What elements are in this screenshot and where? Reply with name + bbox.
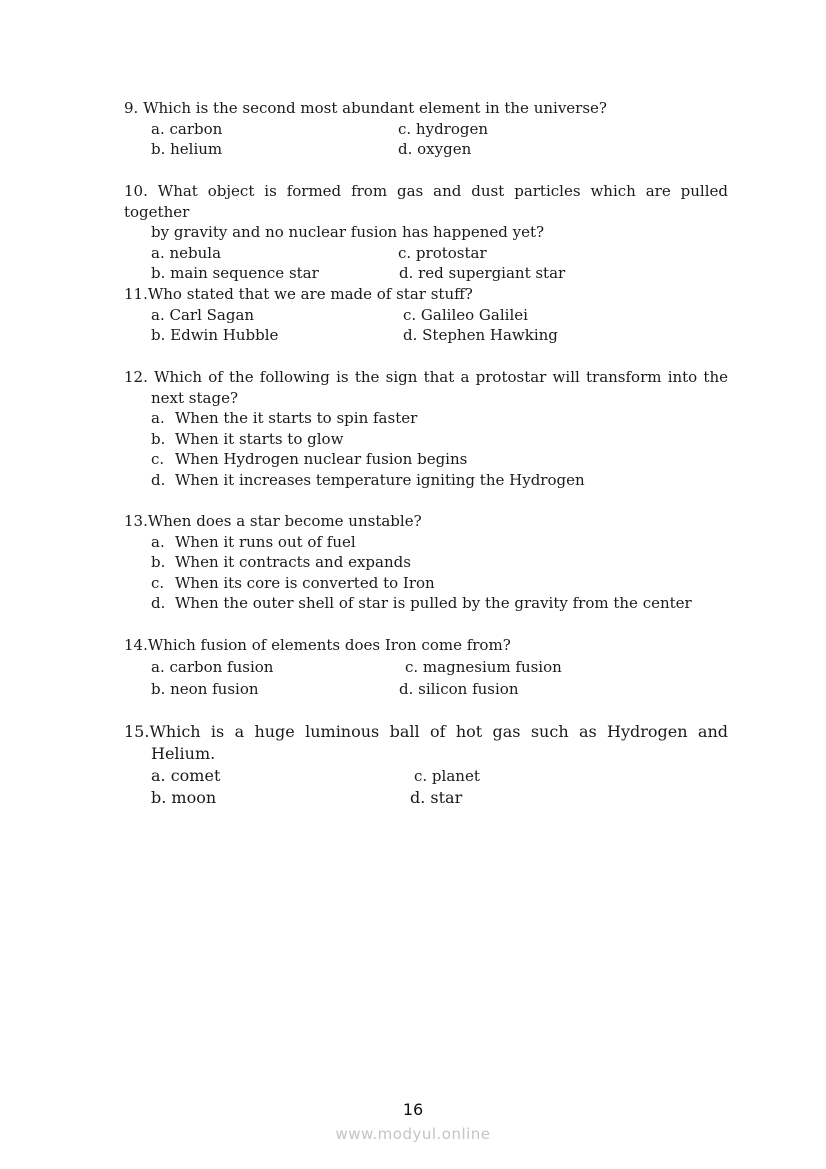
option-c: c. Galileo Galilei <box>403 305 528 324</box>
question-10 <box>124 181 728 284</box>
option-text: When it starts to glow <box>175 429 344 448</box>
option-row <box>124 429 728 450</box>
option-text: When its core is converted to Iron <box>175 573 435 592</box>
option-c: c. planet <box>414 767 480 785</box>
option-text: When the outer shell of star is pulled by the gravity from the center <box>175 594 692 613</box>
option-row <box>124 470 728 491</box>
option-c: c. hydrogen <box>398 119 489 138</box>
option-text: When it runs out of fuel <box>175 532 356 551</box>
watermark: www.modyul.online <box>335 1125 491 1143</box>
option-b: b. helium <box>151 140 223 159</box>
question-stem: 11.Who stated that we are made of star stuff? <box>124 285 473 303</box>
option-letter: d. <box>151 594 166 613</box>
option-row <box>124 552 728 573</box>
option-row <box>124 408 728 429</box>
option-letter: b. <box>151 553 166 572</box>
question-stem: 9. Which is the second most abundant element in the universe? <box>124 99 607 117</box>
question-15 <box>124 721 728 809</box>
option-text: When it contracts and expands <box>175 553 411 572</box>
option-row <box>124 678 728 700</box>
option-a: a. nebula <box>151 243 222 262</box>
option-d: d. oxygen <box>398 140 472 159</box>
option-c: c. protostar <box>398 243 487 262</box>
question-13 <box>124 511 728 614</box>
option-letter: b. <box>151 429 166 448</box>
question-stem: 15.Which is a huge luminous ball of hot gas such as Hydrogen and <box>124 722 728 741</box>
question-11 <box>124 284 728 346</box>
option-letter: c. <box>151 450 165 469</box>
question-stem-continued: Helium. <box>151 744 216 763</box>
option-text: When the it starts to spin faster <box>175 409 418 428</box>
option-d: d. star <box>410 788 463 807</box>
option-row <box>124 787 728 809</box>
option-d: d. Stephen Hawking <box>403 326 558 345</box>
question-stem-continued: by gravity and no nuclear fusion has happened yet? <box>151 223 545 242</box>
question-stem: 10. What object is formed from gas and dust particles which are pulled together <box>124 182 728 221</box>
option-row <box>124 593 728 614</box>
option-row <box>124 243 728 264</box>
option-d: d. red supergiant star <box>399 264 566 283</box>
option-text: When it increases temperature igniting the Hydrogen <box>175 470 585 489</box>
option-row <box>124 532 728 553</box>
option-row <box>124 573 728 594</box>
option-letter: a. <box>151 532 165 551</box>
option-a: a. carbon <box>151 119 223 138</box>
question-stem: 13.When does a star become unstable? <box>124 512 422 530</box>
option-b: b. Edwin Hubble <box>151 326 279 345</box>
option-text: When Hydrogen nuclear fusion begins <box>175 450 468 469</box>
option-row <box>124 765 728 787</box>
option-b: b. moon <box>151 788 217 807</box>
option-row <box>124 305 728 326</box>
option-letter: a. <box>151 409 165 428</box>
option-row <box>124 449 728 470</box>
option-row <box>124 325 728 346</box>
question-stem: 14.Which fusion of elements does Iron come from? <box>124 636 511 654</box>
question-14 <box>124 635 728 700</box>
question-12 <box>124 367 728 491</box>
question-stem-continued: next stage? <box>151 388 238 407</box>
option-a: a. Carl Sagan <box>151 305 255 324</box>
option-b: b. main sequence star <box>151 264 319 283</box>
option-row <box>124 139 728 160</box>
option-d: d. silicon fusion <box>399 679 519 698</box>
option-c: c. magnesium fusion <box>405 657 562 676</box>
option-letter: d. <box>151 470 166 489</box>
page-number: 16 <box>402 1100 424 1119</box>
option-b: b. neon fusion <box>151 679 259 698</box>
option-row <box>124 263 728 284</box>
option-a: a. comet <box>151 766 221 785</box>
option-row <box>124 119 728 140</box>
option-row <box>124 656 728 678</box>
question-9 <box>124 98 728 160</box>
question-stem: 12. Which of the following is the sign that a protostar will transform into the <box>124 368 728 386</box>
option-a: a. carbon fusion <box>151 657 274 676</box>
option-letter: c. <box>151 573 165 592</box>
